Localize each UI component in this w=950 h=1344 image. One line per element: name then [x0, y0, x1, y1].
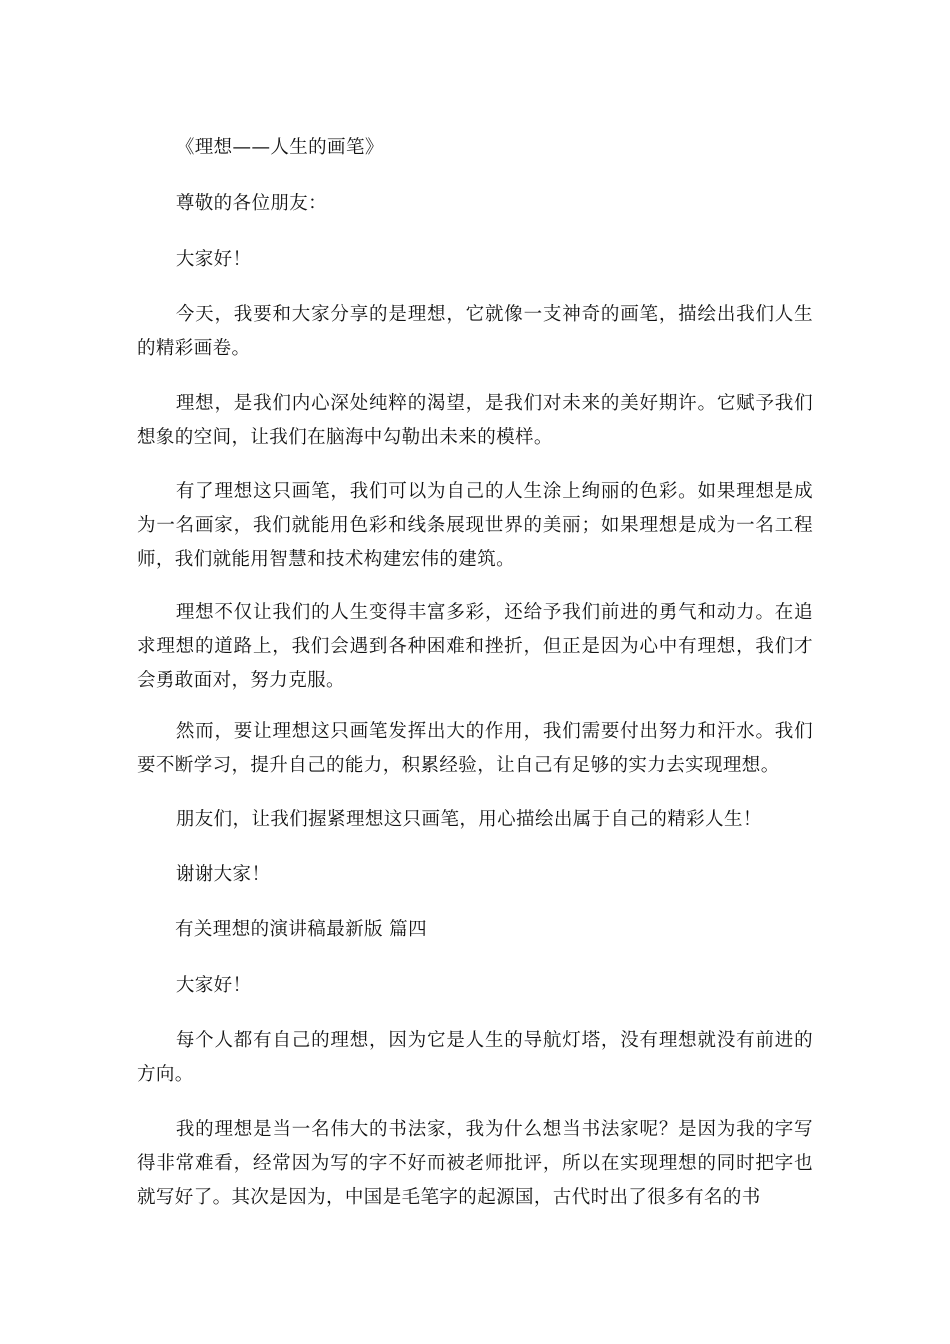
- greeting-hello: 大家好！: [175, 249, 252, 270]
- paragraph-calligraphy: 我的理想是当一名伟大的书法家，我为什么想当书法家呢？是因为我的字写得非常难看，经常因为写的字不好而被老师批评，所以在实现理想的同时把字也就写好了。其次是因为，中国是毛笔字的起源国，古代时出了很多有名的书: [137, 1119, 813, 1208]
- paragraph-courage: 理想不仅让我们的人生变得丰富多彩，还给予我们前进的勇气和动力。在追求理想的道路上，我们会遇到各种困难和挫折，但正是因为心中有理想，我们才会勇敢面对，努力克服。: [137, 602, 813, 691]
- thanks-line: 谢谢大家！: [175, 864, 271, 885]
- paragraph-intro: 今天，我要和大家分享的是理想，它就像一支神奇的画笔，描绘出我们人生的精彩画卷。: [137, 304, 813, 359]
- greeting-hello-2: 大家好！: [175, 975, 252, 996]
- paragraph-closing: 朋友们，让我们握紧理想这只画笔，用心描绘出属于自己的精彩人生！: [175, 809, 762, 830]
- paragraph-colors: 有了理想这只画笔，我们可以为自己的人生涂上绚丽的色彩。如果理想是成为一名画家，我们就能用色彩和线条展现世界的美丽；如果理想是成为一名工程师，我们就能用智慧和技术构建宏伟的建筑。: [137, 481, 813, 570]
- paragraph-effort: 然而，要让理想这只画笔发挥出大的作用，我们需要付出努力和汗水。我们要不断学习，提升自己的能力，积累经验，让自己有足够的实力去实现理想。: [137, 721, 813, 776]
- paragraph-definition: 理想，是我们内心深处纯粹的渴望，是我们对未来的美好期许。它赋予我们想象的空间，让我们在脑海中勾勒出未来的模样。: [137, 393, 813, 448]
- paragraph-navigation: 每个人都有自己的理想，因为它是人生的导航灯塔，没有理想就没有前进的方向。: [137, 1030, 813, 1085]
- section-heading: 有关理想的演讲稿最新版 篇四: [175, 919, 427, 940]
- salutation: 尊敬的各位朋友：: [175, 193, 328, 214]
- speech-title: 《理想——人生的画笔》: [175, 137, 384, 158]
